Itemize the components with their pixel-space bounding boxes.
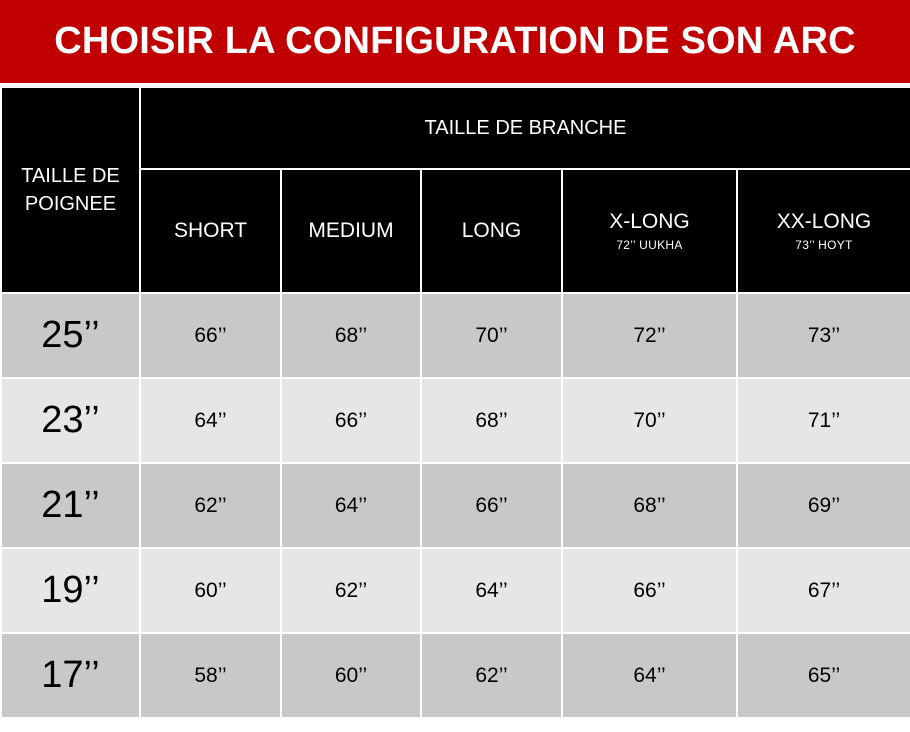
column-label: SHORT (173, 219, 248, 242)
table-row (1, 633, 910, 718)
riser-size-cell: 17’’ (1, 633, 140, 718)
column-header-long (421, 169, 562, 293)
table-cell: 64’’ (421, 548, 562, 633)
table-cell: 72’’ (562, 293, 737, 378)
table-cell: 58’’ (140, 633, 281, 718)
table-cell: 67’’ (737, 548, 910, 633)
page-title: CHOISIR LA CONFIGURATION DE SON ARC (54, 20, 856, 62)
riser-size-cell: 19’’ (1, 548, 140, 633)
column-header-x-long (562, 169, 737, 293)
table-row (1, 378, 910, 463)
column-header-short (140, 169, 281, 293)
table-cell: 70’’ (421, 293, 562, 378)
table-cell: 70’’ (562, 378, 737, 463)
riser-size-header (1, 87, 140, 293)
table-row (1, 548, 910, 633)
table-row (1, 293, 910, 378)
riser-size-cell: 25’’ (1, 293, 140, 378)
table-cell: 60’’ (281, 633, 421, 718)
table-cell: 71’’ (737, 378, 910, 463)
table-cell: 66’’ (562, 548, 737, 633)
table-cell: 73’’ (737, 293, 910, 378)
table-cell: 66’’ (140, 293, 281, 378)
table-cell: 69’’ (737, 463, 910, 548)
limb-size-header: TAILLE DE BRANCHE (140, 87, 910, 169)
table-cell: 62’’ (421, 633, 562, 718)
configuration-table (0, 86, 910, 719)
column-label: MEDIUM (308, 219, 394, 242)
table-cell: 62’’ (281, 548, 421, 633)
column-header-medium (281, 169, 421, 293)
table-cell: 64’’ (281, 463, 421, 548)
table-row (1, 463, 910, 548)
table-cell: 68’’ (421, 378, 562, 463)
table-cell: 62’’ (140, 463, 281, 548)
table-cell: 66’’ (421, 463, 562, 548)
table-cell: 64’’ (140, 378, 281, 463)
column-sublabel: 73’’ HOYT (795, 238, 853, 252)
table-cell: 68’’ (281, 293, 421, 378)
riser-size-cell: 21’’ (1, 463, 140, 548)
table-cell: 60’’ (140, 548, 281, 633)
column-label: LONG (461, 219, 522, 242)
column-label: XX-LONG (776, 210, 872, 233)
table-cell: 66’’ (281, 378, 421, 463)
table-cell: 68’’ (562, 463, 737, 548)
riser-size-cell: 23’’ (1, 378, 140, 463)
title-banner (0, 0, 910, 83)
column-label: X-LONG (609, 210, 690, 233)
riser-size-header-line1: TAILLE DE (21, 165, 120, 187)
table-cell: 64’’ (562, 633, 737, 718)
column-sublabel: 72’’ UUKHA (616, 238, 683, 252)
table-cell: 65’’ (737, 633, 910, 718)
column-header-xx-long (737, 169, 910, 293)
riser-size-header-line2: POIGNEE (24, 193, 117, 215)
